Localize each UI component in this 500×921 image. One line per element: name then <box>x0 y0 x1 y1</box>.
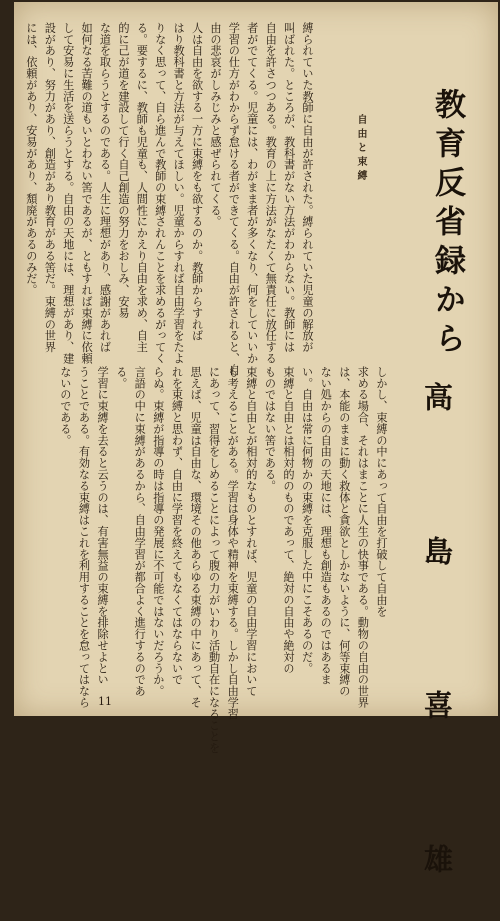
page-number: 11 <box>98 695 112 708</box>
book-page <box>14 2 498 921</box>
body-text-upper: 縛られていた教師に自由が許された。縛られていた児童の解放が 叫ばれた。ところが、教科書がない方法がわからない。教師には 自由を許さつつある。教育の上に方法がなたくて無責任に放任する 者がでてくる。児童には、わがまま者が多くなり、何をしていいか 学習の仕方がわからず怠ける者ができてくる。自由が許されると、自 由の悲哀がしみじみと感ぜられてくる。 人は自由を欲する一方に束縛をも欲するのか。教師からすれば はり教科書と方法が与えてほしい。児童からすれば自由学習をたよ りなく思って、自ら進んで教師の束縛されんことを求めるがってく る。要するに、教師も児童も、人間性にかえり自由を求め、自主 的に己が道を建設して行く自己創造の努力をおしみ、安易 な道を取らうとするのである。人生に理想があり、感謝があれば 如何なる苦難の道もいとわない筈であるが、ともすれば束縛に依頼 して安易に生活を送らうとする。自由の天地には、理想があり、建 設があり、努力があり、創造があり教育がある筈だ。束縛の世界 には、依頼があり、安易があり、頽廃があるのみだ。 <box>24 22 314 376</box>
article-title: 教育反省録から <box>429 88 465 361</box>
section-heading: 自由と束縛 <box>355 114 366 184</box>
body-text-lower: しかし、束縛の中にあって自由を打破して自由を 求める場合、それはまことに人生の快事である。動物の自由の世界 は、本能のままに動く救体と貪欲としかないように、何等束縛の ない処からの自由の天地には、理想も創造もあるのではあるま い。自由は常に何物かの束縛を克服した中にこそあるのだ。 束縛と自由とは相対的のものであって、絶対の自由や絶対の ものではない筈である。 束縛と自由とが相対的なものとすれば、児童の自由学習において も考えることがある。学習は身体や精神を束縛する。しかし自由学習 にあって、習得をしめることによって腹の力がいわり活動自在になることを 思えば、児童は自由な、環境その他あらゆる束縛の中にあって、そ れを束縛と思わず、自由に学習を終えてもなくてはならないで らぬ。束縛が指導の時は指導の発展に不可能ではないだろうか。 言語の中に束縛があるから、自由学習が都合よく進行するのであ る。 学習に束縛を去ると云うのは、有害無益の束縛を排除せよとい うことである。有効なる束縛はこれを利用することを怠ってはなら ないのである。 <box>58 366 388 754</box>
author-name: 高 島 喜 雄 <box>420 382 454 921</box>
